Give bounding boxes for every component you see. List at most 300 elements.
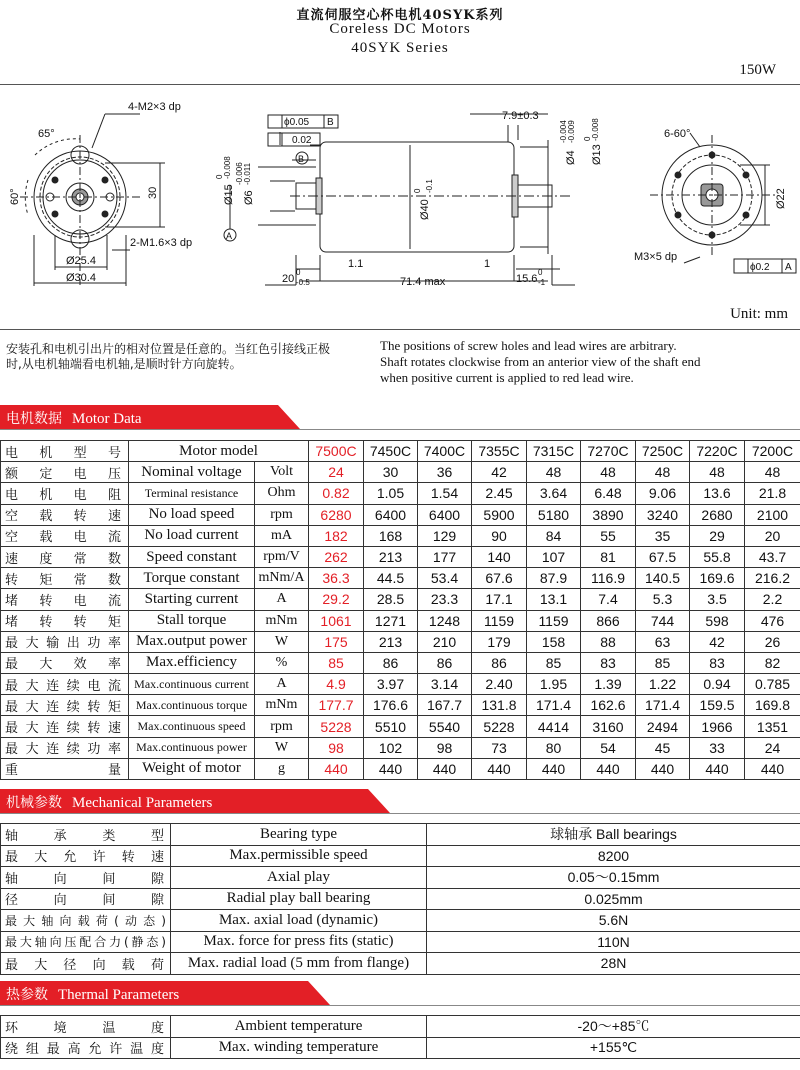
cell-value: 598 <box>690 610 745 631</box>
cell-value: 29.2 <box>309 589 364 610</box>
row-label-cn: 空载转速 <box>1 504 129 525</box>
mech-label-en: Max. radial load (5 mm from flange) <box>171 953 427 975</box>
table-row <box>1 610 800 631</box>
table-row <box>1 462 800 483</box>
table-row <box>1 589 800 610</box>
section-mech-cn: 机械参数 <box>6 795 62 811</box>
therm-value: +155℃ <box>427 1037 800 1059</box>
cell-value: 6400 <box>364 504 418 525</box>
row-unit: mA <box>255 525 309 546</box>
cell-value: 42 <box>690 631 745 652</box>
dim-d13-tol-top: 0 <box>583 136 592 141</box>
row-label-cn: 最大效率 <box>1 652 129 673</box>
cell-value: 54 <box>581 737 636 758</box>
cell-value: 177.7 <box>309 695 364 716</box>
row-label-en: Max.continuous power <box>129 737 255 758</box>
cell-value: 81 <box>581 546 636 567</box>
cell-value: 6280 <box>309 504 364 525</box>
row-unit: g <box>255 758 309 779</box>
mech-label-cn: 最大允许转速 <box>1 845 171 867</box>
row-unit: Volt <box>255 462 309 483</box>
cell-value: 1.54 <box>418 483 472 504</box>
cell-value: 3.5 <box>690 589 745 610</box>
cell-value: 5510 <box>364 716 418 737</box>
dim-d6-tol-bot: -0.011 <box>243 162 252 185</box>
row-label-en: Weight of motor <box>129 758 255 779</box>
cell-value: 168 <box>364 525 418 546</box>
row-label-en: Max.continuous torque <box>129 695 255 716</box>
model-7500C: 7500C <box>309 441 364 462</box>
row-label-en: Terminal resistance <box>129 483 255 504</box>
model-7220C: 7220C <box>690 441 745 462</box>
cell-value: 88 <box>581 631 636 652</box>
dim-d4-tol-top: -0.004 <box>559 120 568 143</box>
row-unit: rpm/V <box>255 546 309 567</box>
cell-value: 4414 <box>527 716 581 737</box>
mech-row <box>1 910 800 932</box>
cell-value: 3.97 <box>364 674 418 695</box>
cell-value: 7.4 <box>581 589 636 610</box>
cell-value: 43.7 <box>745 546 800 567</box>
model-7250C: 7250C <box>636 441 690 462</box>
mech-value: 5.6N <box>427 910 800 932</box>
dim-d304: Ø30.4 <box>66 272 96 284</box>
dim-angle1: 65° <box>38 128 55 140</box>
row-unit: mNm <box>255 610 309 631</box>
cell-value: 440 <box>527 758 581 779</box>
row-label-en: Max.continuous current <box>129 674 255 695</box>
cell-value: 35 <box>636 525 690 546</box>
row-unit: Ohm <box>255 483 309 504</box>
table-row <box>1 504 800 525</box>
cell-value: 1.95 <box>527 674 581 695</box>
cell-value: 5900 <box>472 504 527 525</box>
cell-value: 0.94 <box>690 674 745 695</box>
row-unit: rpm <box>255 716 309 737</box>
row-label-en: Speed constant <box>129 546 255 567</box>
header-cn: 电机型号 <box>1 441 129 462</box>
cell-value: 167.7 <box>418 695 472 716</box>
cell-value: 73 <box>472 737 527 758</box>
cell-value: 1159 <box>472 610 527 631</box>
cell-value: 26 <box>745 631 800 652</box>
mech-label-cn: 轴承类型 <box>1 824 171 846</box>
row-label-cn: 最大连续功率 <box>1 737 129 758</box>
mech-label-en: Axial play <box>171 867 427 889</box>
cell-value: 83 <box>690 652 745 673</box>
thermal-table <box>0 1015 800 1059</box>
mech-value: 28N <box>427 953 800 975</box>
title-cn: 直流伺服空心杯电机40SYK系列 <box>296 8 504 23</box>
mech-label-cn: 径向间隙 <box>1 888 171 910</box>
table-row <box>1 652 800 673</box>
cell-value: 140.5 <box>636 568 690 589</box>
note-cn: 安装孔和电机引出片的相对位置是任意的。当红色引接线正极时,从电机轴端看电机轴,是顺时针方向旋转。 <box>6 342 331 371</box>
cell-value: 1351 <box>745 716 800 737</box>
dim-d40: Ø40 <box>419 199 431 220</box>
cell-value: 440 <box>636 758 690 779</box>
mech-label-cn: 最大径向载荷 <box>1 953 171 975</box>
cell-value: 440 <box>364 758 418 779</box>
row-label-en: Max.output power <box>129 631 255 652</box>
dim-d254: Ø25.4 <box>66 255 96 267</box>
cell-value: 36.3 <box>309 568 364 589</box>
dim-d15-tol-top: 0 <box>215 174 224 179</box>
cell-value: 176.6 <box>364 695 418 716</box>
cell-value: 29 <box>690 525 745 546</box>
mech-value: 0.05～0.15mm <box>427 867 800 889</box>
model-7315C: 7315C <box>527 441 581 462</box>
cell-value: 3160 <box>581 716 636 737</box>
model-7400C: 7400C <box>418 441 472 462</box>
cell-value: 140 <box>472 546 527 567</box>
cell-value: 98 <box>309 737 364 758</box>
row-label-cn: 最大连续电流 <box>1 674 129 695</box>
table-row <box>1 631 800 652</box>
cell-value: 3240 <box>636 504 690 525</box>
dim-d6: Ø6 <box>243 190 255 205</box>
cell-value: 2.40 <box>472 674 527 695</box>
row-unit: A <box>255 674 309 695</box>
cell-value: 1.22 <box>636 674 690 695</box>
dim-d13: Ø13 <box>591 144 603 165</box>
dim-714: 71.4 max <box>400 276 446 288</box>
therm-row <box>1 1016 800 1038</box>
cell-value: 3.64 <box>527 483 581 504</box>
cell-value: 2.45 <box>472 483 527 504</box>
cell-value: 48 <box>636 462 690 483</box>
cell-value: 2494 <box>636 716 690 737</box>
dim-d15: Ø15 <box>223 184 235 205</box>
cell-value: 1248 <box>418 610 472 631</box>
cell-value: 48 <box>527 462 581 483</box>
cell-value: 3890 <box>581 504 636 525</box>
cell-value: 6400 <box>418 504 472 525</box>
mech-row <box>1 867 800 889</box>
tol-right: ϕ0.2 <box>750 262 770 273</box>
dim-holes: 4-M2×3 dp <box>128 101 181 113</box>
cell-value: 0.82 <box>309 483 364 504</box>
mech-value: 球轴承 Ball bearings <box>427 824 800 846</box>
cell-value: 158 <box>527 631 581 652</box>
dim-20: 20 <box>282 273 295 285</box>
cell-value: 1.05 <box>364 483 418 504</box>
cell-value: 1061 <box>309 610 364 631</box>
cell-value: 5228 <box>309 716 364 737</box>
technical-drawing <box>0 84 800 330</box>
cell-value: 116.9 <box>581 568 636 589</box>
table-row <box>1 674 800 695</box>
cell-value: 5180 <box>527 504 581 525</box>
title-en: Coreless DC Motors <box>329 21 471 37</box>
section-motor-cn: 电机数据 <box>6 411 62 427</box>
cell-value: 0.785 <box>745 674 800 695</box>
series-title: 40SYK Series <box>351 40 449 56</box>
tol-right-ref: A <box>785 262 792 273</box>
mech-label-cn: 轴向间隙 <box>1 867 171 889</box>
cell-value: 9.06 <box>636 483 690 504</box>
mech-row <box>1 953 800 975</box>
cell-value: 86 <box>472 652 527 673</box>
cell-value: 107 <box>527 546 581 567</box>
cell-value: 24 <box>309 462 364 483</box>
cell-value: 440 <box>418 758 472 779</box>
cell-value: 2680 <box>690 504 745 525</box>
note-en-line2: Shaft rotates clockwise from an anterior view of the shaft end <box>380 354 701 369</box>
cell-value: 44.5 <box>364 568 418 589</box>
cell-value: 55 <box>581 525 636 546</box>
mech-label-en: Max.permissible speed <box>171 845 427 867</box>
row-label-cn: 转矩常数 <box>1 568 129 589</box>
cell-value: 17.1 <box>472 589 527 610</box>
cell-value: 171.4 <box>636 695 690 716</box>
table-row <box>1 758 800 779</box>
dim-d13-tol-bot: -0.008 <box>591 118 600 141</box>
table-row <box>1 483 800 504</box>
cell-value: 175 <box>309 631 364 652</box>
cell-value: 159.5 <box>690 695 745 716</box>
mech-row <box>1 845 800 867</box>
note-en <box>380 338 795 386</box>
model-7200C: 7200C <box>745 441 800 462</box>
mech-value: 0.025mm <box>427 888 800 910</box>
cell-value: 20 <box>745 525 800 546</box>
dim-d6-tol-top: -0.006 <box>235 162 244 185</box>
therm-row <box>1 1037 800 1059</box>
therm-label-en: Ambient temperature <box>171 1016 427 1038</box>
table-row <box>1 568 800 589</box>
dim-d22: Ø22 <box>775 188 787 209</box>
row-label-cn: 最大输出功率 <box>1 631 129 652</box>
row-label-cn: 最大连续转速 <box>1 716 129 737</box>
cell-value: 83 <box>581 652 636 673</box>
dim-d40-tol-top: 0 <box>413 188 422 193</box>
cell-value: 262 <box>309 546 364 567</box>
cell-value: 85 <box>309 652 364 673</box>
row-label-cn: 重量 <box>1 758 129 779</box>
cell-value: 24 <box>745 737 800 758</box>
cell-value: 5228 <box>472 716 527 737</box>
cell-value: 2.2 <box>745 589 800 610</box>
cell-value: 13.1 <box>527 589 581 610</box>
table-row <box>1 716 800 737</box>
cell-value: 866 <box>581 610 636 631</box>
cell-value: 171.4 <box>527 695 581 716</box>
row-label-cn: 电机电阻 <box>1 483 129 504</box>
section-motor-data <box>0 405 800 429</box>
side-view <box>224 114 575 285</box>
cell-value: 440 <box>690 758 745 779</box>
cell-value: 13.6 <box>690 483 745 504</box>
cell-value: 131.8 <box>472 695 527 716</box>
cell-value: 67.6 <box>472 568 527 589</box>
row-unit: W <box>255 631 309 652</box>
cell-value: 45 <box>636 737 690 758</box>
cell-value: 1271 <box>364 610 418 631</box>
section-mechanical <box>0 789 800 813</box>
row-label-en: Nominal voltage <box>129 462 255 483</box>
dim-20-tol-top: 0 <box>296 268 301 277</box>
row-label-en: Torque constant <box>129 568 255 589</box>
cell-value: 476 <box>745 610 800 631</box>
cell-value: 90 <box>472 525 527 546</box>
cell-value: 86 <box>418 652 472 673</box>
cell-value: 33 <box>690 737 745 758</box>
unit-label: Unit: mm <box>730 306 788 322</box>
cell-value: 1159 <box>527 610 581 631</box>
cell-value: 67.5 <box>636 546 690 567</box>
header-en: Motor model <box>129 441 309 462</box>
mech-value: 8200 <box>427 845 800 867</box>
dim-6-60: 6-60° <box>664 128 691 140</box>
ref-b: B <box>298 154 305 164</box>
row-label-cn: 空载电流 <box>1 525 129 546</box>
therm-label-cn: 环境温度 <box>1 1016 171 1038</box>
row-label-cn: 堵转电流 <box>1 589 129 610</box>
section-motor-en: Motor Data <box>72 411 142 427</box>
cell-value: 48 <box>745 462 800 483</box>
cell-value: 102 <box>364 737 418 758</box>
cell-value: 85 <box>527 652 581 673</box>
cell-value: 85 <box>636 652 690 673</box>
mech-label-en: Max. axial load (dynamic) <box>171 910 427 932</box>
mech-value: 110N <box>427 931 800 953</box>
cell-value: 30 <box>364 462 418 483</box>
mech-row <box>1 931 800 953</box>
mech-row <box>1 824 800 846</box>
table-row <box>1 546 800 567</box>
cell-value: 36 <box>418 462 472 483</box>
dim-angle2: 60° <box>9 188 21 205</box>
model-7270C: 7270C <box>581 441 636 462</box>
section-mech-en: Mechanical Parameters <box>72 795 213 811</box>
mechanical-table <box>0 823 800 975</box>
motor-data-table <box>0 440 800 780</box>
cell-value: 177 <box>418 546 472 567</box>
dim-d4: Ø4 <box>565 150 577 165</box>
cell-value: 1966 <box>690 716 745 737</box>
ref-a: A <box>226 231 233 241</box>
note-en-line3: when positive current is applied to red lead wire. <box>380 370 634 385</box>
dim-156: 15.6 <box>516 273 538 285</box>
therm-label-cn: 绕组最高允许温度 <box>1 1037 171 1059</box>
cell-value: 55.8 <box>690 546 745 567</box>
section-thermal <box>0 981 800 1005</box>
row-label-en: Starting current <box>129 589 255 610</box>
row-label-en: Max.efficiency <box>129 652 255 673</box>
row-unit: W <box>255 737 309 758</box>
dim-156-tol-top: 0 <box>538 268 543 277</box>
cell-value: 86 <box>364 652 418 673</box>
table-row <box>1 737 800 758</box>
cell-value: 6.48 <box>581 483 636 504</box>
cell-value: 1.39 <box>581 674 636 695</box>
dim-79: 7.9±0.3 <box>502 110 539 122</box>
row-unit: mNm/A <box>255 568 309 589</box>
table-row <box>1 525 800 546</box>
cell-value: 213 <box>364 631 418 652</box>
cell-value: 744 <box>636 610 690 631</box>
cell-value: 82 <box>745 652 800 673</box>
cell-value: 98 <box>418 737 472 758</box>
tol1-ref: B <box>327 117 334 128</box>
row-label-cn: 堵转转矩 <box>1 610 129 631</box>
cell-value: 5540 <box>418 716 472 737</box>
dim-holes2: 2-M1.6×3 dp <box>130 237 193 249</box>
dim-30: 30 <box>147 186 159 199</box>
cell-value: 3.14 <box>418 674 472 695</box>
cell-value: 216.2 <box>745 568 800 589</box>
cell-value: 210 <box>418 631 472 652</box>
table-row <box>1 695 800 716</box>
dim-d40-tol-bot: -0.1 <box>425 179 434 193</box>
cell-value: 80 <box>527 737 581 758</box>
dim-156-tol-bot: -1 <box>538 278 546 287</box>
dim-d15-tol-bot: -0.008 <box>223 156 232 179</box>
cell-value: 169.6 <box>690 568 745 589</box>
cell-value: 48 <box>581 462 636 483</box>
row-unit: A <box>255 589 309 610</box>
cell-value: 84 <box>527 525 581 546</box>
mech-label-en: Max. force for press fits (static) <box>171 931 427 953</box>
note-en-line1: The positions of screw holes and lead wires are arbitrary. <box>380 338 677 353</box>
cell-value: 162.6 <box>581 695 636 716</box>
row-label-cn: 额定电压 <box>1 462 129 483</box>
cell-value: 2100 <box>745 504 800 525</box>
row-unit: rpm <box>255 504 309 525</box>
row-label-en: No load speed <box>129 504 255 525</box>
tol1: ϕ0.05 <box>284 117 310 128</box>
cell-value: 42 <box>472 462 527 483</box>
cell-value: 169.8 <box>745 695 800 716</box>
therm-label-en: Max. winding temperature <box>171 1037 427 1059</box>
cell-value: 440 <box>745 758 800 779</box>
mech-label-en: Bearing type <box>171 824 427 846</box>
cell-value: 440 <box>581 758 636 779</box>
cell-value: 48 <box>690 462 745 483</box>
therm-value: -20～+85℃ <box>427 1016 800 1038</box>
cell-value: 23.3 <box>418 589 472 610</box>
cell-value: 63 <box>636 631 690 652</box>
model-7450C: 7450C <box>364 441 418 462</box>
cell-value: 440 <box>309 758 364 779</box>
row-unit: % <box>255 652 309 673</box>
cell-value: 21.8 <box>745 483 800 504</box>
cell-value: 4.9 <box>309 674 364 695</box>
mech-label-cn: 最大轴向压配合力(静态) <box>1 931 171 953</box>
dim-11: 1.1 <box>348 258 364 270</box>
section-therm-en: Thermal Parameters <box>58 987 180 1003</box>
mech-label-en: Radial play ball bearing <box>171 888 427 910</box>
cell-value: 53.4 <box>418 568 472 589</box>
row-label-en: No load current <box>129 525 255 546</box>
table-header-row <box>1 441 800 462</box>
cell-value: 440 <box>472 758 527 779</box>
cell-value: 179 <box>472 631 527 652</box>
tol2: 0.02 <box>292 135 312 146</box>
dim-m3: M3×5 dp <box>634 251 678 263</box>
cell-value: 87.9 <box>527 568 581 589</box>
row-unit: mNm <box>255 695 309 716</box>
power-rating: 150W <box>739 62 776 78</box>
mech-label-cn: 最大轴向载荷(动态) <box>1 910 171 932</box>
cell-value: 213 <box>364 546 418 567</box>
cell-value: 129 <box>418 525 472 546</box>
row-label-en: Stall torque <box>129 610 255 631</box>
row-label-en: Max.continuous speed <box>129 716 255 737</box>
dim-d4-tol-bot: -0.009 <box>567 120 576 143</box>
mech-row <box>1 888 800 910</box>
